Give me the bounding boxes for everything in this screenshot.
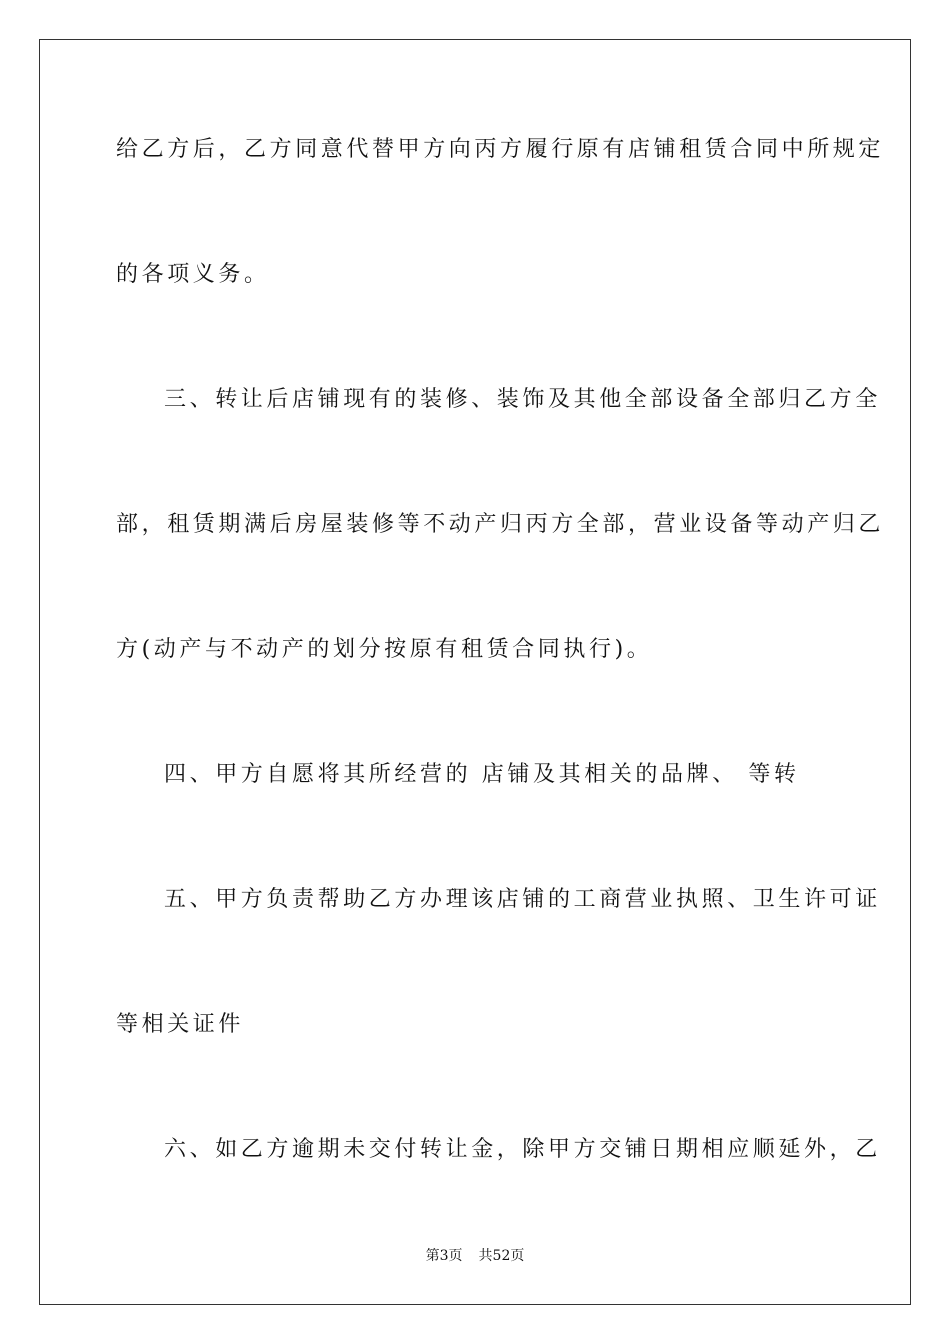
body-text-line: 的各项义务。: [116, 262, 270, 287]
clause-six-text: 六、如乙方逾期未交付转让金，除甲方交铺日期相应顺延外，乙: [164, 1137, 881, 1162]
body-text-line: 部，租赁期满后房屋装修等不动产归丙方全部，营业设备等动产归乙: [116, 512, 885, 537]
page-number: 第3页: [425, 1248, 463, 1264]
body-text-line: 方(动产与不动产的划分按原有租赁合同执行)。: [116, 637, 653, 662]
body-text-line: 等相关证件: [116, 1012, 245, 1037]
page-border: [39, 39, 911, 1305]
clause-five-text: 五、甲方负责帮助乙方办理该店铺的工商营业执照、卫生许可证: [164, 887, 881, 912]
body-text-line: 给乙方后，乙方同意代替甲方向丙方履行原有店铺租赁合同中所规定: [116, 137, 885, 162]
clause-four-text: 四、甲方自愿将其所经营的 店铺及其相关的品牌、 等转: [164, 762, 800, 787]
clause-three-text: 三、转让后店铺现有的装修、装饰及其他全部设备全部归乙方全: [164, 387, 881, 412]
page-footer: [0, 1246, 950, 1266]
total-pages: 共52页: [478, 1248, 525, 1264]
